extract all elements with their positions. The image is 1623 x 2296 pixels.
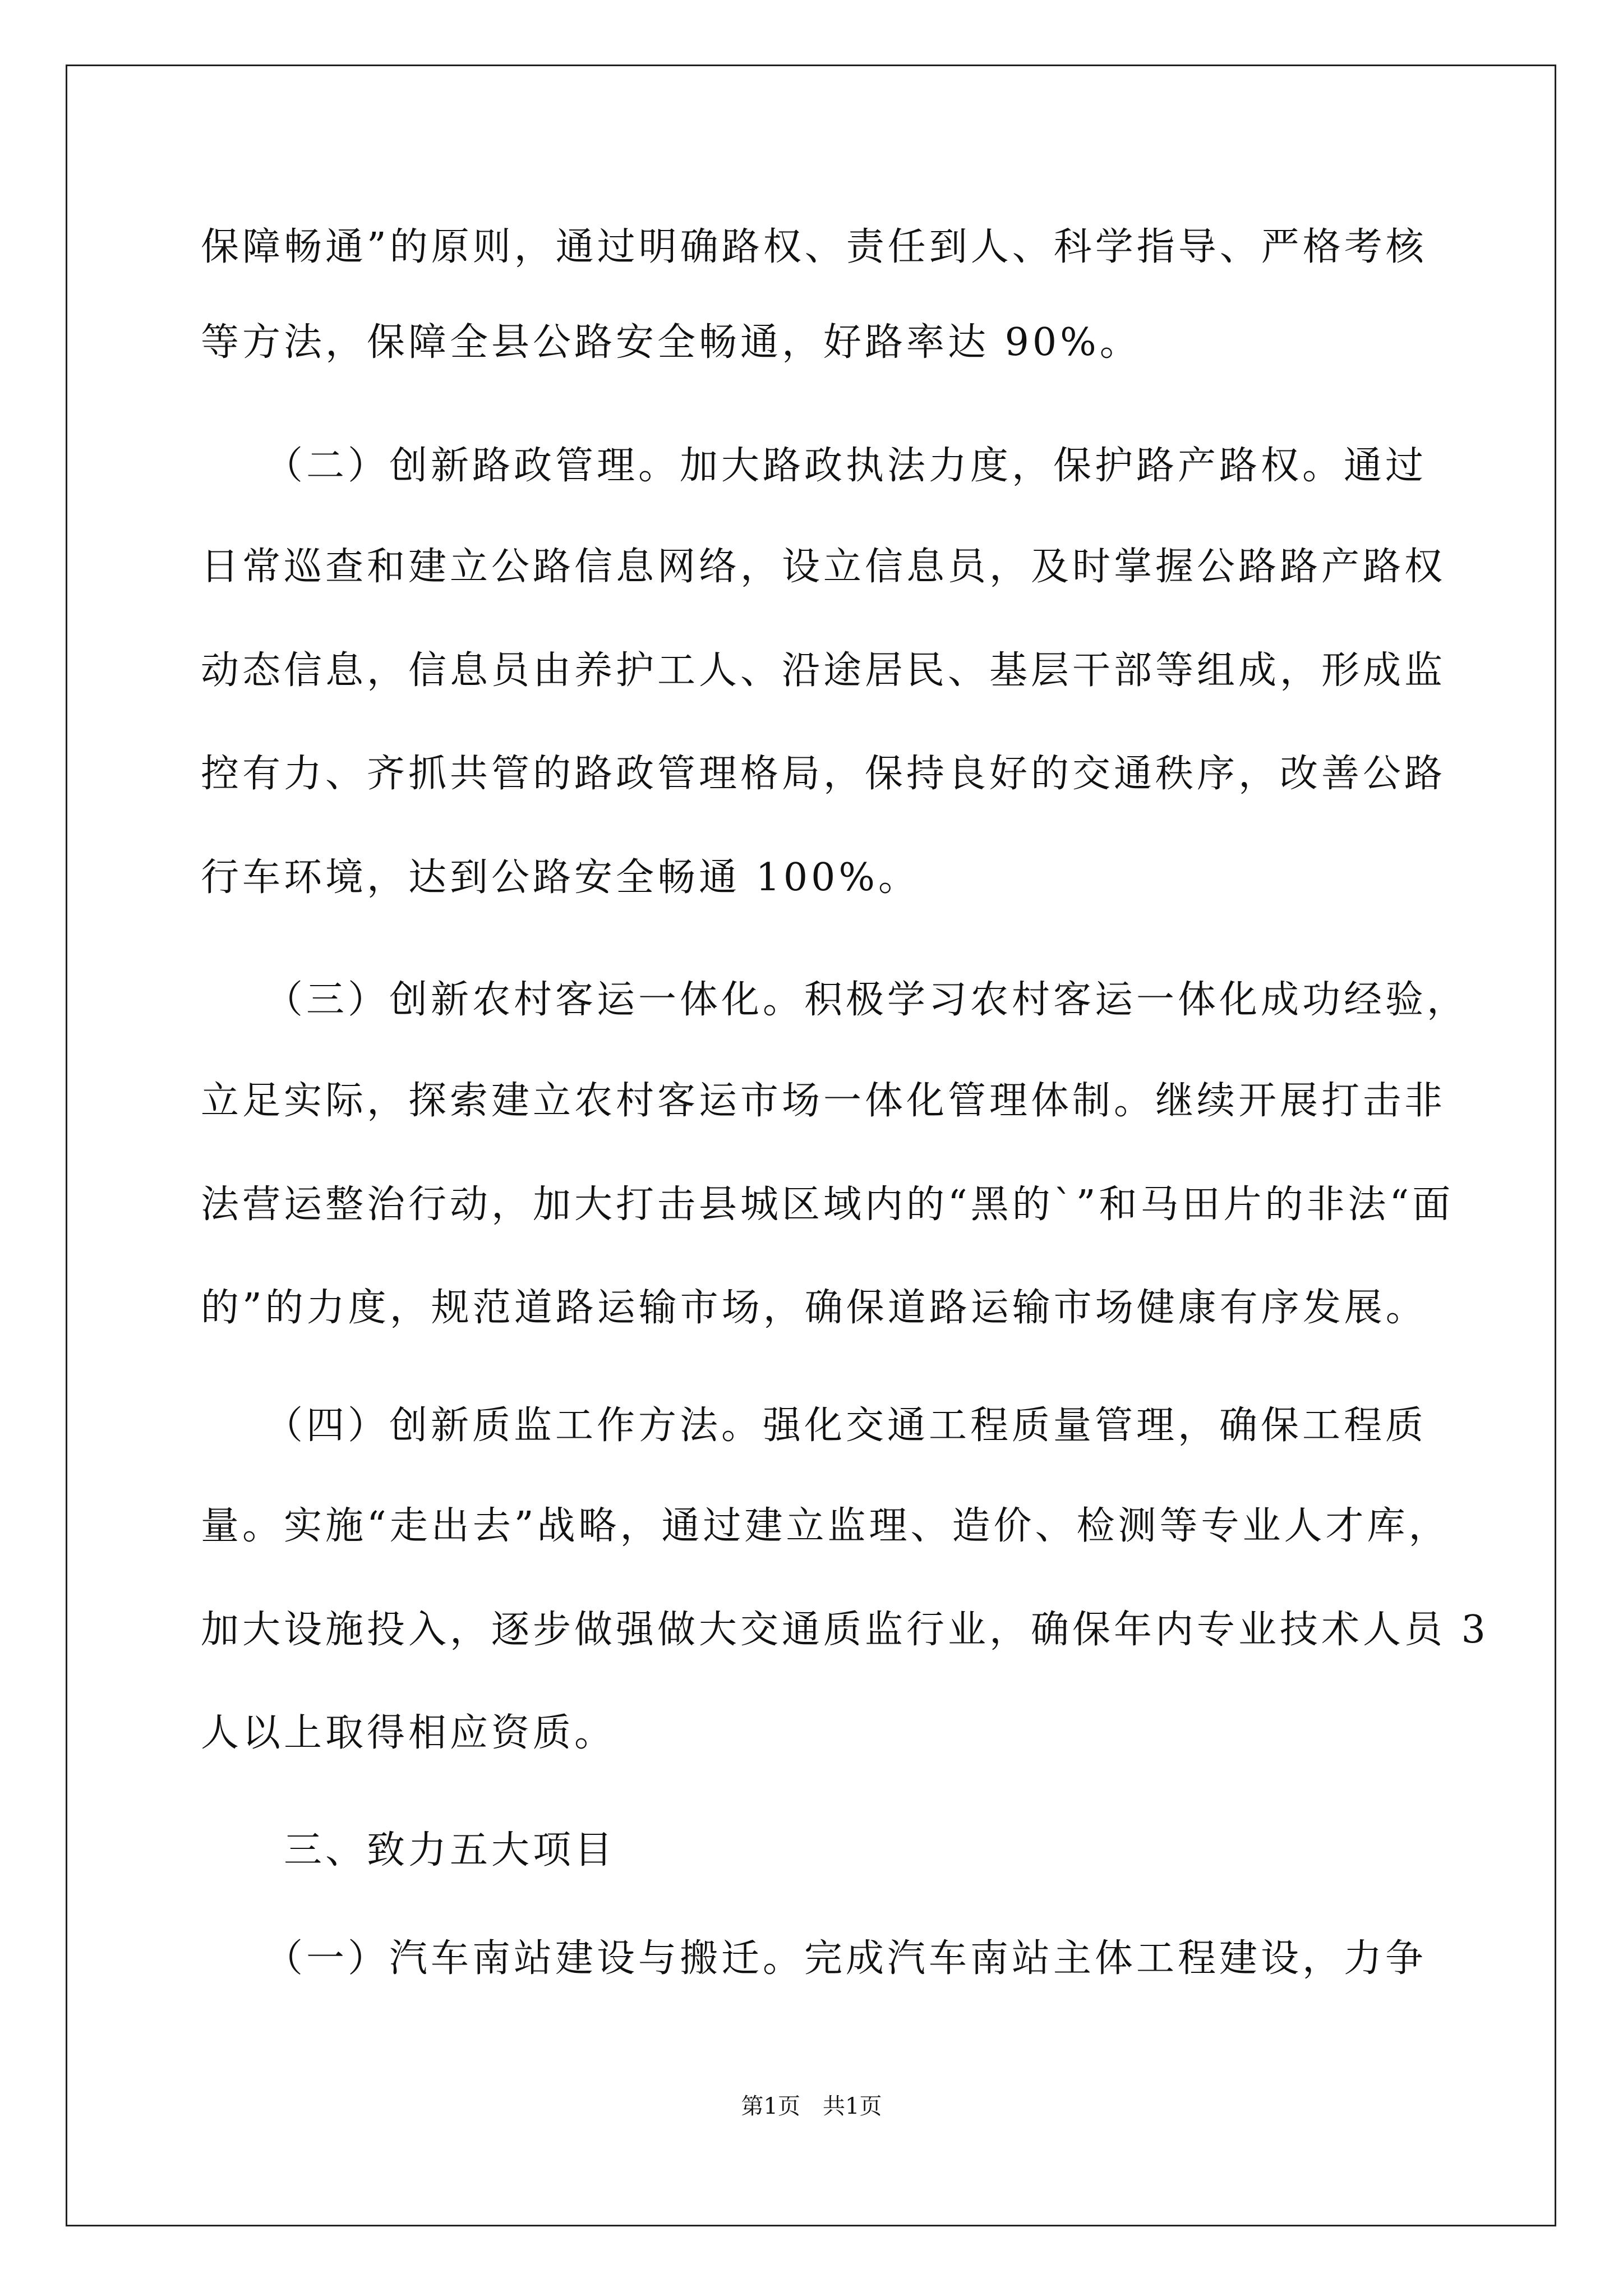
paragraph-line: （一）汽车南站建设与搬迁。完成汽车南站主体工程建设，力争 bbox=[201, 1936, 1427, 1981]
section-heading: 三、致力五大项目 bbox=[201, 1828, 616, 1872]
paragraph-line: 控有力、齐抓共管的路政管理格局，保持良好的交通秩序，改善公路 bbox=[201, 752, 1446, 796]
paragraph-line: 动态信息，信息员由养护工人、沿途居民、基层干部等组成，形成监 bbox=[201, 648, 1446, 693]
page-number-footer: 第1页 共1页 bbox=[741, 2093, 882, 2119]
paragraph-line: （三）创新农村客运一体化。积极学习农村客运一体化成功经验， bbox=[201, 978, 1469, 1022]
paragraph-line: 加大设施投入，逐步做强做大交通质监行业，确保年内专业技术人员 3 bbox=[201, 1608, 1489, 1652]
paragraph-line: 法营运整治行动，加大打击县城区域内的“黑的`”和马田片的非法“面 bbox=[201, 1182, 1454, 1227]
paragraph-line: （二）创新路政管理。加大路政执法力度，保护路产路权。通过 bbox=[201, 444, 1427, 488]
paragraph-line: 保障畅通”的原则，通过明确路权、责任到人、科学指导、严格考核 bbox=[201, 225, 1427, 269]
paragraph-line: 日常巡查和建立公路信息网络，设立信息员，及时掌握公路路产路权 bbox=[201, 545, 1446, 589]
paragraph-line: 等方法，保障全县公路安全畅通，好路率达 90%。 bbox=[201, 320, 1141, 365]
paragraph-line: 量。实施“走出去”战略，通过建立监理、造价、检测等专业人才库， bbox=[201, 1504, 1450, 1548]
page-border bbox=[66, 65, 1556, 2226]
paragraph-line: （四）创新质监工作方法。强化交通工程质量管理，确保工程质 bbox=[201, 1404, 1427, 1448]
paragraph-line: 人以上取得相应资质。 bbox=[201, 1711, 616, 1755]
paragraph-line: 立足实际，探索建立农村客运市场一体化管理体制。继续开展打击非 bbox=[201, 1079, 1446, 1123]
paragraph-line: 行车环境，达到公路安全畅通 100%。 bbox=[201, 855, 920, 900]
paragraph-line: 的”的力度，规范道路运输市场，确保道路运输市场健康有序发展。 bbox=[201, 1286, 1427, 1330]
